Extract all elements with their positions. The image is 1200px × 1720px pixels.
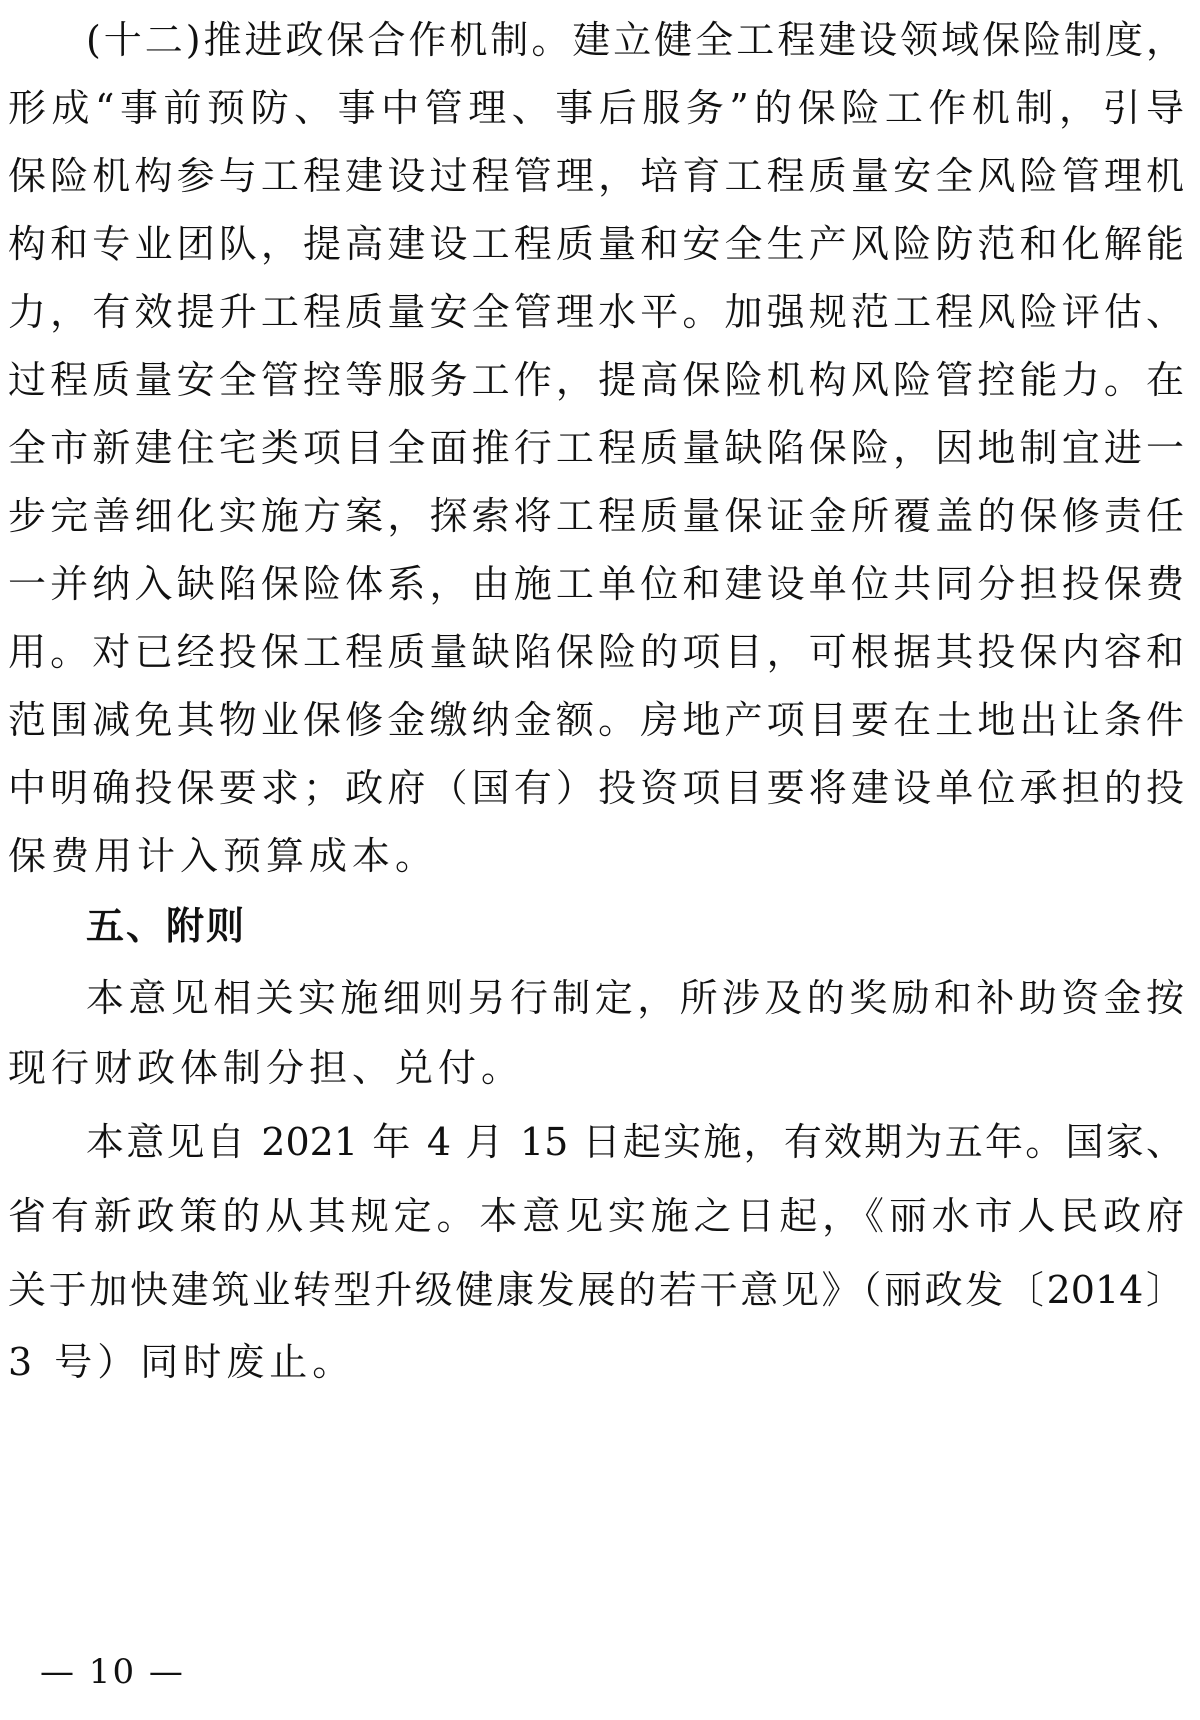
paragraph-12-line-4: 构和专业团队，提高建设工程质量和安全生产风险防范和化解能 (8, 222, 1184, 266)
paragraph-12-line-3: 保险机构参与工程建设过程管理，培育工程质量安全风险管理机 (8, 154, 1184, 198)
section-5-paragraph-2-line-1: 本意见自 2021 年 4 月 15 日起实施，有效期为五年。国家、 (86, 1120, 1184, 1164)
section-5-heading: 五、附则 (86, 904, 247, 948)
paragraph-12-line-7: 全市新建住宅类项目全面推行工程质量缺陷保险，因地制宜进一 (8, 426, 1184, 470)
paragraph-12-line-12: 中明确投保要求；政府（国有）投资项目要将建设单位承担的投 (8, 766, 1184, 810)
page-number: — 10 — (40, 1652, 185, 1692)
paragraph-12-line-11: 范围减免其物业保修金缴纳金额。房地产项目要在土地出让条件 (8, 698, 1184, 742)
paragraph-12-line-2: 形成“事前预防、事中管理、事后服务”的保险工作机制，引导 (8, 86, 1184, 130)
section-5-paragraph-2-line-3: 关于加快建筑业转型升级健康发展的若干意见》（丽政发〔2014〕 (8, 1268, 1184, 1312)
paragraph-12-line-8: 步完善细化实施方案，探索将工程质量保证金所覆盖的保修责任 (8, 494, 1184, 538)
paragraph-12-line-13: 保费用计入预算成本。 (8, 834, 439, 878)
section-5-paragraph-1-line-1: 本意见相关实施细则另行制定，所涉及的奖励和补助资金按 (86, 976, 1184, 1020)
section-5-paragraph-2-line-4: 3 号）同时废止。 (8, 1340, 356, 1384)
paragraph-12-line-6: 过程质量安全管控等服务工作，提高保险机构风险管控能力。在 (8, 358, 1184, 402)
section-5-paragraph-2-line-2: 省有新政策的从其规定。本意见实施之日起，《丽水市人民政府 (8, 1194, 1184, 1238)
section-5-paragraph-1-line-2: 现行财政体制分担、兑付。 (8, 1046, 525, 1090)
paragraph-12-line-9: 一并纳入缺陷保险体系，由施工单位和建设单位共同分担投保费 (8, 562, 1184, 606)
paragraph-12-line-1: (十二)推进政保合作机制。建立健全工程建设领域保险制度， (86, 18, 1184, 62)
paragraph-12-line-10: 用。对已经投保工程质量缺陷保险的项目，可根据其投保内容和 (8, 630, 1184, 674)
paragraph-12-line-5: 力，有效提升工程质量安全管理水平。加强规范工程风险评估、 (8, 290, 1184, 334)
